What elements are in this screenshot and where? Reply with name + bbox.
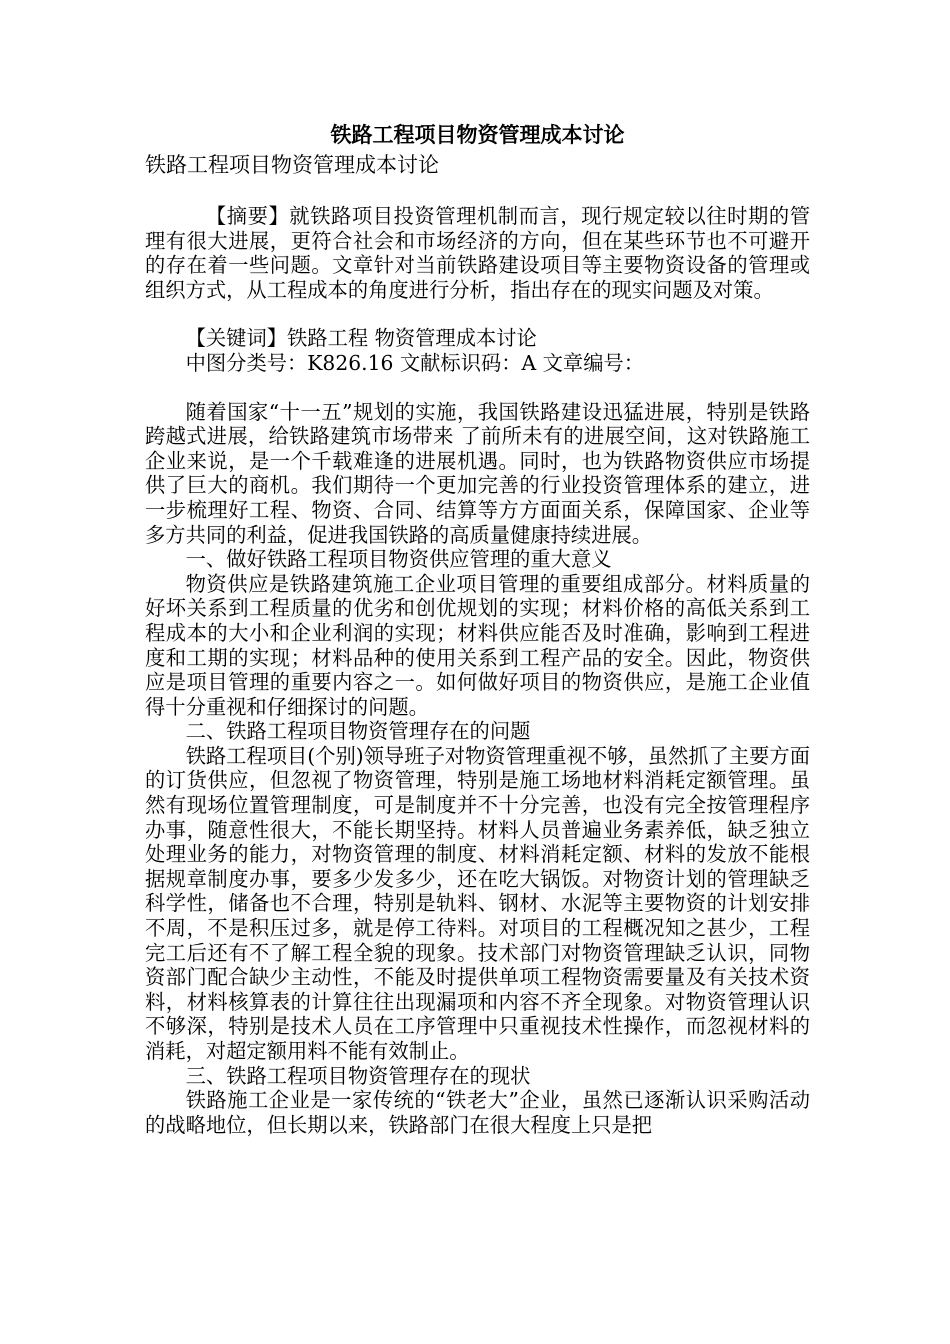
classification-line: 中图分类号：K826.16 文献标识码：A 文章编号： (185, 350, 645, 375)
section-body-1: 物资供应是铁路建筑施工企业项目管理的重要组成部分。材料质量的好坏关系到工程质量的优劣和创优规划的实现；材料价格的高低关系到工程成本的大小和企业利润的实现；材料供应能否及时准确，影响到工程进度和工期的实现；材料品种的使用关系到工程产品的安全。因此，物资供应是项目管理的重要内容之一。如何做好项目的物资供应，是施工企业值得十分重视和仔细探讨的问题。 (145, 571, 810, 719)
section-heading-1: 一、做好铁路工程项目物资供应管理的重大意义 (185, 547, 612, 572)
section-heading-3: 三、铁路工程项目物资管理存在的现状 (185, 1063, 531, 1088)
section-heading-2: 二、铁路工程项目物资管理存在的问题 (185, 719, 531, 744)
document-page (145, 120, 810, 1137)
keywords-line: 【关键词】铁路工程 物资管理成本讨论 (185, 326, 537, 351)
section-body-2: 铁路工程项目(个别)领导班子对物资管理重视不够，虽然抓了主要方面的订货供应，但忽视了物资管理，特别是施工场地材料消耗定额管理。虽然有现场位置管理制度，可是制度并不十分完善，也没有完全按管理程序办事，随意性很大，不能长期坚持。材料人员普遍业务素养低，缺乏独立处理业务的能力，对物资管理的制度、材料消耗定额、材料的发放不能根据规章制度办事，要多少发多少，还在吃大锅饭。对物资计划的管理缺乏科学性，储备也不合理，特别是轨料、钢材、水泥等主要物资的计划安排不周，不是积压过多，就是停工待料。对项目的工程概况知之甚少，工程完工后还有不了解工程全貌的现象。技术部门对物资管理缺乏认识，同物资部门配合缺少主动性，不能及时提供单项工程物资需要量及有关技术资料，材料核算表的计算往往出现漏项和内容不齐全现象。对物资管理认识不够深，特别是技术人员在工序管理中只重视技术性操作，而忽视材料的消耗，对超定额用料不能有效制止。 (145, 743, 810, 1063)
document-title: 铁路工程项目物资管理成本讨论 (330, 122, 625, 147)
section-body-3: 铁路施工企业是一家传统的“铁老大”企业，虽然已逐渐认识采购活动的战略地位，但长期以来，铁路部门在很大程度上只是把 (145, 1088, 810, 1137)
document-subtitle: 铁路工程项目物资管理成本讨论 (145, 153, 439, 177)
abstract-paragraph: 【摘要】就铁路项目投资管理机制而言，现行规定较以往时期的管理有很大进展，更符合社会和市场经济的方向，但在某些环节也不可避开的存在着一些问题。文章针对当前铁路建设项目等主要物资设备的管理或组织方式，从工程成本的角度进行分析，指出存在的现实问题及对策。 (145, 204, 810, 302)
intro-paragraph: 随着国家“十一五”规划的实施，我国铁路建设迅猛进展，特别是铁路跨越式进展，给铁路建筑市场带来 了前所未有的进展空间，这对铁路施工企业来说，是一个千载难逢的进展机遇。同时，也为铁路物资供应市场提供了巨大的商机。我们期待一个更加完善的行业投资管理体系的建立，进一步梳理好工程、物资、合同、结算等方方面面关系，保障国家、企业等多方共同的利益，促进我国铁路的高质量健康持续进展。 (145, 399, 810, 547)
